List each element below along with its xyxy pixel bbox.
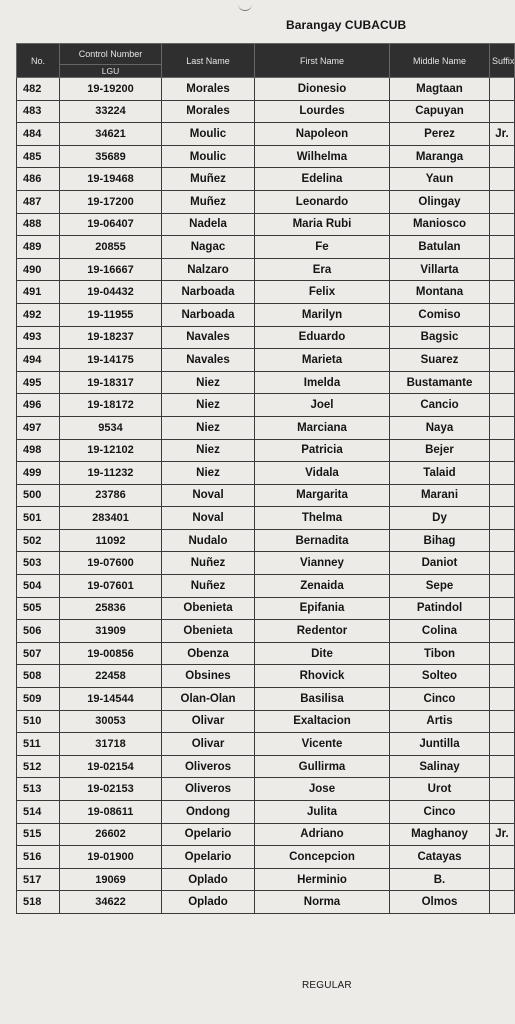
cell-last-name: Navales: [162, 326, 255, 349]
cell-middle-name: Suarez: [390, 349, 490, 372]
cell-row-number: 516: [17, 846, 60, 869]
cell-last-name: Olivar: [162, 733, 255, 756]
header-suffix: Suffix: [490, 44, 515, 78]
cell-suffix: [490, 868, 515, 891]
table-row: [17, 710, 515, 733]
cell-row-number: 497: [17, 416, 60, 439]
cell-last-name: Noval: [162, 507, 255, 530]
cell-first-name: Vicente: [255, 733, 390, 756]
cell-row-number: 504: [17, 575, 60, 598]
cell-first-name: Bernadita: [255, 529, 390, 552]
cell-control-number: 19-02154: [60, 755, 162, 778]
cell-suffix: [490, 236, 515, 259]
cell-row-number: 495: [17, 371, 60, 394]
cell-last-name: Opelario: [162, 846, 255, 869]
table-row: [17, 778, 515, 801]
cell-first-name: Joel: [255, 394, 390, 417]
cell-first-name: Dite: [255, 642, 390, 665]
cell-suffix: [490, 710, 515, 733]
cell-control-number: 20855: [60, 236, 162, 259]
table-row: [17, 823, 515, 846]
cell-control-number: 19-01900: [60, 846, 162, 869]
cell-suffix: [490, 688, 515, 711]
cell-last-name: Noval: [162, 484, 255, 507]
cell-middle-name: Salinay: [390, 755, 490, 778]
cell-control-number: 19-11955: [60, 303, 162, 326]
cell-first-name: Edelina: [255, 168, 390, 191]
cell-middle-name: Yaun: [390, 168, 490, 191]
cell-control-number: 35689: [60, 145, 162, 168]
cell-first-name: Thelma: [255, 507, 390, 530]
cell-first-name: Adriano: [255, 823, 390, 846]
cell-last-name: Muñez: [162, 168, 255, 191]
cell-suffix: [490, 529, 515, 552]
cell-first-name: Felix: [255, 281, 390, 304]
table-row: [17, 507, 515, 530]
cell-middle-name: Marani: [390, 484, 490, 507]
cell-row-number: 499: [17, 462, 60, 485]
cell-last-name: Ondong: [162, 801, 255, 824]
cell-control-number: 19-07600: [60, 552, 162, 575]
table-row: [17, 462, 515, 485]
table-row: [17, 78, 515, 101]
document-title: Barangay CUBACUB: [286, 18, 407, 32]
table-row: [17, 281, 515, 304]
cell-last-name: Obenza: [162, 642, 255, 665]
cell-first-name: Zenaida: [255, 575, 390, 598]
table-row: [17, 575, 515, 598]
cell-middle-name: Solteo: [390, 665, 490, 688]
cell-control-number: 19-04432: [60, 281, 162, 304]
table-row: [17, 303, 515, 326]
cell-control-number: 34622: [60, 891, 162, 914]
cell-control-number: 19-00856: [60, 642, 162, 665]
cell-control-number: 19-14544: [60, 688, 162, 711]
table-row: [17, 394, 515, 417]
cell-last-name: Moulic: [162, 145, 255, 168]
cell-control-number: 19-19468: [60, 168, 162, 191]
header-control-number: Control Number: [60, 44, 162, 65]
cell-first-name: Wilhelma: [255, 145, 390, 168]
cell-control-number: 31909: [60, 620, 162, 643]
cell-suffix: [490, 620, 515, 643]
document-footer: REGULAR: [302, 980, 352, 991]
cell-suffix: Jr.: [490, 823, 515, 846]
cell-control-number: 19-14175: [60, 349, 162, 372]
cell-suffix: [490, 439, 515, 462]
cell-middle-name: Bejer: [390, 439, 490, 462]
cell-middle-name: Sepe: [390, 575, 490, 598]
residents-table-container: [16, 43, 515, 914]
cell-last-name: Oplado: [162, 891, 255, 914]
cell-middle-name: Bustamante: [390, 371, 490, 394]
table-row: [17, 665, 515, 688]
cell-middle-name: Maniosco: [390, 213, 490, 236]
table-row: [17, 349, 515, 372]
cell-first-name: Epifania: [255, 597, 390, 620]
cell-middle-name: Cinco: [390, 688, 490, 711]
cell-first-name: Marieta: [255, 349, 390, 372]
table-row: [17, 439, 515, 462]
table-row: [17, 168, 515, 191]
cell-first-name: Basilisa: [255, 688, 390, 711]
cell-control-number: 34621: [60, 123, 162, 146]
table-row: [17, 688, 515, 711]
cell-suffix: [490, 100, 515, 123]
cell-row-number: 501: [17, 507, 60, 530]
cell-last-name: Navales: [162, 349, 255, 372]
cell-row-number: 507: [17, 642, 60, 665]
cell-middle-name: B.: [390, 868, 490, 891]
table-row: [17, 145, 515, 168]
cell-suffix: [490, 597, 515, 620]
table-row: [17, 236, 515, 259]
cell-suffix: [490, 281, 515, 304]
table-row: [17, 100, 515, 123]
table-row: [17, 642, 515, 665]
cell-control-number: 19069: [60, 868, 162, 891]
table-row: [17, 123, 515, 146]
cell-first-name: Fe: [255, 236, 390, 259]
table-row: [17, 371, 515, 394]
cell-control-number: 26602: [60, 823, 162, 846]
cell-suffix: [490, 462, 515, 485]
cell-middle-name: Capuyan: [390, 100, 490, 123]
cell-middle-name: Talaid: [390, 462, 490, 485]
cell-first-name: Redentor: [255, 620, 390, 643]
table-row: [17, 755, 515, 778]
cell-last-name: Niez: [162, 462, 255, 485]
cell-row-number: 486: [17, 168, 60, 191]
cell-last-name: Olivar: [162, 710, 255, 733]
table-row: [17, 620, 515, 643]
cell-first-name: Lourdes: [255, 100, 390, 123]
cell-control-number: 22458: [60, 665, 162, 688]
cell-last-name: Obsines: [162, 665, 255, 688]
cell-suffix: [490, 326, 515, 349]
cell-control-number: 19-12102: [60, 439, 162, 462]
cell-first-name: Eduardo: [255, 326, 390, 349]
cell-suffix: [490, 349, 515, 372]
cell-suffix: [490, 371, 515, 394]
header-middle-name: Middle Name: [390, 44, 490, 78]
cell-first-name: Marilyn: [255, 303, 390, 326]
cell-first-name: Gullirma: [255, 755, 390, 778]
cell-middle-name: Cinco: [390, 801, 490, 824]
cell-control-number: 19-18317: [60, 371, 162, 394]
cell-first-name: Concepcion: [255, 846, 390, 869]
cell-row-number: 485: [17, 145, 60, 168]
table-body: [17, 78, 515, 914]
cell-row-number: 491: [17, 281, 60, 304]
cell-control-number: 19-18172: [60, 394, 162, 417]
cell-row-number: 514: [17, 801, 60, 824]
table-row: [17, 801, 515, 824]
cell-row-number: 512: [17, 755, 60, 778]
cell-middle-name: Daniot: [390, 552, 490, 575]
cell-first-name: Rhovick: [255, 665, 390, 688]
cell-first-name: Jose: [255, 778, 390, 801]
header-lgu: LGU: [60, 65, 162, 78]
cell-row-number: 505: [17, 597, 60, 620]
table-row: [17, 190, 515, 213]
cell-last-name: Nudalo: [162, 529, 255, 552]
table-row: [17, 868, 515, 891]
cell-last-name: Niez: [162, 371, 255, 394]
cell-first-name: Exaltacion: [255, 710, 390, 733]
cell-suffix: [490, 552, 515, 575]
cell-middle-name: Juntilla: [390, 733, 490, 756]
cell-last-name: Muñez: [162, 190, 255, 213]
cell-control-number: 19-18237: [60, 326, 162, 349]
table-row: [17, 529, 515, 552]
cell-middle-name: Magtaan: [390, 78, 490, 101]
cell-control-number: 19-07601: [60, 575, 162, 598]
cell-control-number: 30053: [60, 710, 162, 733]
cell-suffix: [490, 484, 515, 507]
table-row: [17, 552, 515, 575]
cell-first-name: Dionesio: [255, 78, 390, 101]
cell-suffix: [490, 575, 515, 598]
cell-middle-name: Maranga: [390, 145, 490, 168]
cell-last-name: Narboada: [162, 281, 255, 304]
cell-control-number: 23786: [60, 484, 162, 507]
cell-suffix: [490, 145, 515, 168]
cell-row-number: 492: [17, 303, 60, 326]
cell-row-number: 518: [17, 891, 60, 914]
cell-suffix: [490, 846, 515, 869]
residents-table: [16, 43, 515, 914]
cell-row-number: 500: [17, 484, 60, 507]
cell-row-number: 482: [17, 78, 60, 101]
cell-first-name: Maria Rubi: [255, 213, 390, 236]
cell-last-name: Narboada: [162, 303, 255, 326]
cell-control-number: 25836: [60, 597, 162, 620]
cell-suffix: [490, 733, 515, 756]
cell-middle-name: Bihag: [390, 529, 490, 552]
cell-last-name: Nalzaro: [162, 258, 255, 281]
header-last-name: Last Name: [162, 44, 255, 78]
cell-row-number: 517: [17, 868, 60, 891]
cell-middle-name: Perez: [390, 123, 490, 146]
cell-middle-name: Bagsic: [390, 326, 490, 349]
table-row: [17, 258, 515, 281]
cell-control-number: 19-02153: [60, 778, 162, 801]
cell-row-number: 508: [17, 665, 60, 688]
cell-middle-name: Comiso: [390, 303, 490, 326]
cell-row-number: 506: [17, 620, 60, 643]
cell-first-name: Herminio: [255, 868, 390, 891]
cell-row-number: 494: [17, 349, 60, 372]
table-row: [17, 326, 515, 349]
cell-control-number: 11092: [60, 529, 162, 552]
header-no: No.: [17, 44, 60, 78]
cell-first-name: Margarita: [255, 484, 390, 507]
cell-middle-name: Urot: [390, 778, 490, 801]
cell-row-number: 488: [17, 213, 60, 236]
table-row: [17, 213, 515, 236]
cell-suffix: [490, 642, 515, 665]
cell-row-number: 503: [17, 552, 60, 575]
cell-suffix: [490, 416, 515, 439]
cell-last-name: Oliveros: [162, 755, 255, 778]
cell-first-name: Vianney: [255, 552, 390, 575]
cell-middle-name: Colina: [390, 620, 490, 643]
cell-row-number: 498: [17, 439, 60, 462]
header-first-name: First Name: [255, 44, 390, 78]
cell-row-number: 511: [17, 733, 60, 756]
cell-middle-name: Patindol: [390, 597, 490, 620]
cell-first-name: Vidala: [255, 462, 390, 485]
cell-last-name: Morales: [162, 100, 255, 123]
cell-suffix: [490, 213, 515, 236]
cell-control-number: 31718: [60, 733, 162, 756]
table-row: [17, 891, 515, 914]
cell-last-name: Niez: [162, 416, 255, 439]
cell-row-number: 509: [17, 688, 60, 711]
table-row: [17, 846, 515, 869]
cell-last-name: Nuñez: [162, 552, 255, 575]
cell-first-name: Era: [255, 258, 390, 281]
cell-last-name: Morales: [162, 78, 255, 101]
cell-control-number: 283401: [60, 507, 162, 530]
cell-row-number: 483: [17, 100, 60, 123]
cell-row-number: 487: [17, 190, 60, 213]
cell-suffix: [490, 78, 515, 101]
cell-control-number: 19-17200: [60, 190, 162, 213]
cell-control-number: 9534: [60, 416, 162, 439]
cell-first-name: Patricia: [255, 439, 390, 462]
cell-middle-name: Batulan: [390, 236, 490, 259]
cell-row-number: 493: [17, 326, 60, 349]
cell-last-name: Moulic: [162, 123, 255, 146]
cell-last-name: Obenieta: [162, 620, 255, 643]
cell-row-number: 496: [17, 394, 60, 417]
cell-row-number: 484: [17, 123, 60, 146]
cell-last-name: Nagac: [162, 236, 255, 259]
cell-last-name: Oplado: [162, 868, 255, 891]
cell-first-name: Imelda: [255, 371, 390, 394]
cell-control-number: 33224: [60, 100, 162, 123]
cell-middle-name: Cancio: [390, 394, 490, 417]
cell-middle-name: Olmos: [390, 891, 490, 914]
cell-suffix: Jr.: [490, 123, 515, 146]
cell-middle-name: Olingay: [390, 190, 490, 213]
table-row: [17, 484, 515, 507]
cell-suffix: [490, 303, 515, 326]
cell-last-name: Nadela: [162, 213, 255, 236]
cell-last-name: Niez: [162, 439, 255, 462]
cell-row-number: 502: [17, 529, 60, 552]
cell-middle-name: Artis: [390, 710, 490, 733]
cell-control-number: 19-11232: [60, 462, 162, 485]
cell-suffix: [490, 190, 515, 213]
cell-last-name: Nuñez: [162, 575, 255, 598]
cell-row-number: 510: [17, 710, 60, 733]
cell-control-number: 19-08611: [60, 801, 162, 824]
cell-last-name: Obenieta: [162, 597, 255, 620]
cell-middle-name: Montana: [390, 281, 490, 304]
table-row: [17, 733, 515, 756]
cell-middle-name: Villarta: [390, 258, 490, 281]
cell-last-name: Opelario: [162, 823, 255, 846]
cell-suffix: [490, 168, 515, 191]
cell-suffix: [490, 801, 515, 824]
cell-suffix: [490, 394, 515, 417]
cell-last-name: Olan-Olan: [162, 688, 255, 711]
table-row: [17, 597, 515, 620]
cell-middle-name: Tibon: [390, 642, 490, 665]
cell-row-number: 513: [17, 778, 60, 801]
cell-first-name: Leonardo: [255, 190, 390, 213]
cell-control-number: 19-19200: [60, 78, 162, 101]
cell-last-name: Niez: [162, 394, 255, 417]
cell-row-number: 515: [17, 823, 60, 846]
cell-suffix: [490, 891, 515, 914]
cell-middle-name: Dy: [390, 507, 490, 530]
cell-suffix: [490, 665, 515, 688]
cell-last-name: Oliveros: [162, 778, 255, 801]
cell-middle-name: Maghanoy: [390, 823, 490, 846]
cell-middle-name: Catayas: [390, 846, 490, 869]
cell-middle-name: Naya: [390, 416, 490, 439]
cell-first-name: Julita: [255, 801, 390, 824]
cell-first-name: Napoleon: [255, 123, 390, 146]
cell-first-name: Marciana: [255, 416, 390, 439]
cell-row-number: 489: [17, 236, 60, 259]
cell-suffix: [490, 778, 515, 801]
cell-control-number: 19-16667: [60, 258, 162, 281]
cell-suffix: [490, 755, 515, 778]
table-header-row: [17, 44, 515, 65]
cell-control-number: 19-06407: [60, 213, 162, 236]
cell-row-number: 490: [17, 258, 60, 281]
table-row: [17, 416, 515, 439]
cell-suffix: [490, 507, 515, 530]
paper-mark: [238, 0, 252, 11]
cell-suffix: [490, 258, 515, 281]
cell-first-name: Norma: [255, 891, 390, 914]
